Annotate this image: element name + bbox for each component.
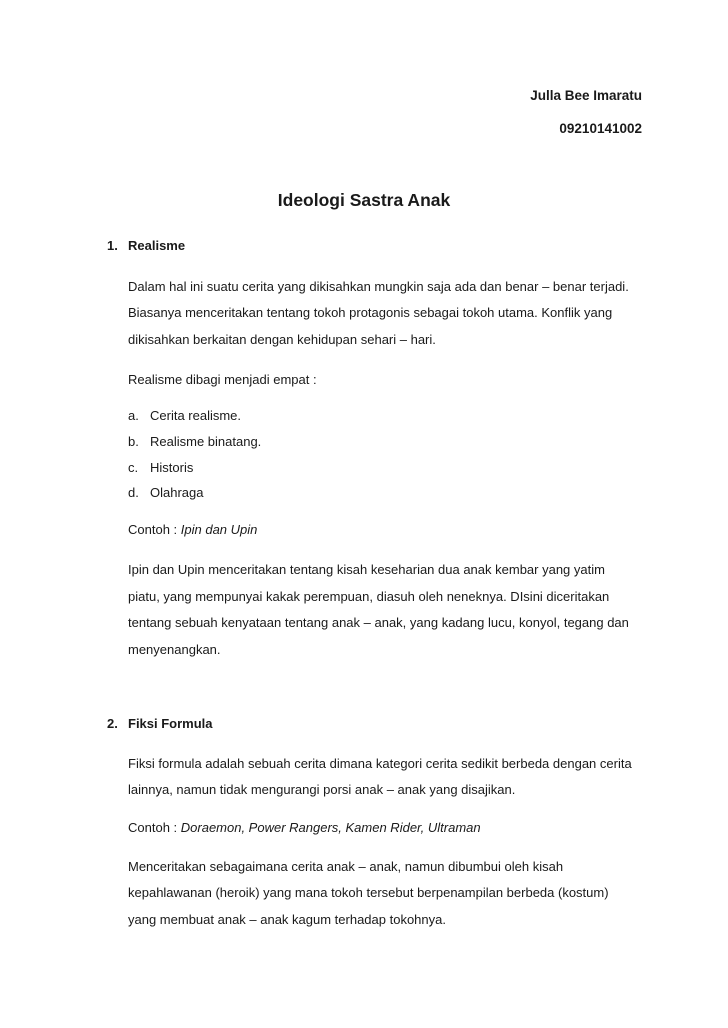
section-title: Realisme (128, 238, 186, 253)
paragraph-line: kepahlawanan (heroik) yang mana tokoh tersebut berpenampilan berbeda (kostum) (128, 885, 609, 900)
example-value: Doraemon, Power Rangers, Kamen Rider, Ultraman (180, 820, 481, 835)
list-item (128, 460, 193, 475)
section-title: Fiksi Formula (128, 716, 213, 731)
document-title: Ideologi Sastra Anak (277, 190, 451, 210)
list-item (128, 434, 261, 449)
list-item-text: Realisme binatang. (150, 434, 262, 449)
list-marker: a. (128, 408, 139, 423)
paragraph-line: yang membuat anak – anak kagum terhadap tokohnya. (128, 912, 446, 927)
list-item-text: Cerita realisme. (150, 408, 242, 423)
list-intro: Realisme dibagi menjadi empat : (128, 372, 317, 387)
section-number: 2. (107, 716, 118, 731)
section-heading-realisme (107, 238, 185, 253)
example-line (128, 820, 481, 835)
example-value: Ipin dan Upin (180, 522, 258, 537)
paragraph-line: tentang sebuah kenyataan tentang anak – anak, yang kadang lucu, konyol, tegang dan (128, 615, 629, 630)
paragraph-line: menyenangkan. (128, 642, 221, 657)
author-name: Julla Bee Imaratu (530, 88, 642, 103)
list-marker: c. (128, 460, 139, 475)
paragraph-line: Menceritakan sebagaimana cerita anak – anak, namun dibumbui oleh kisah (128, 859, 564, 874)
paragraph-line: piatu, yang mempunyai kakak perempuan, diasuh oleh neneknya. DIsini diceritakan (128, 589, 610, 604)
list-marker: b. (128, 434, 139, 449)
student-id: 09210141002 (559, 121, 642, 136)
example-label: Contoh : (128, 820, 181, 835)
paragraph-line: lainnya, namun tidak mengurangi porsi anak – anak yang disajikan. (128, 782, 516, 797)
section-number: 1. (107, 238, 118, 253)
example-label: Contoh : (128, 522, 181, 537)
list-marker: d. (128, 485, 139, 500)
list-item-text: Historis (150, 460, 194, 475)
paragraph-line: Ipin dan Upin menceritakan tentang kisah keseharian dua anak kembar yang yatim (128, 562, 605, 577)
list-item (128, 408, 241, 423)
list-item-text: Olahraga (150, 485, 204, 500)
paragraph-line: dikisahkan berkaitan dengan kehidupan sehari – hari. (128, 332, 436, 347)
paragraph-line: Dalam hal ini suatu cerita yang dikisahkan mungkin saja ada dan benar – benar terjadi. (128, 279, 629, 294)
section-heading-fiksi-formula (107, 716, 213, 731)
paragraph-line: Fiksi formula adalah sebuah cerita dimana kategori cerita sedikit berbeda dengan cerita (128, 756, 632, 771)
example-line (128, 522, 257, 537)
paragraph-line: Biasanya menceritakan tentang tokoh protagonis sebagai tokoh utama. Konflik yang (128, 305, 613, 320)
list-item (128, 485, 203, 500)
